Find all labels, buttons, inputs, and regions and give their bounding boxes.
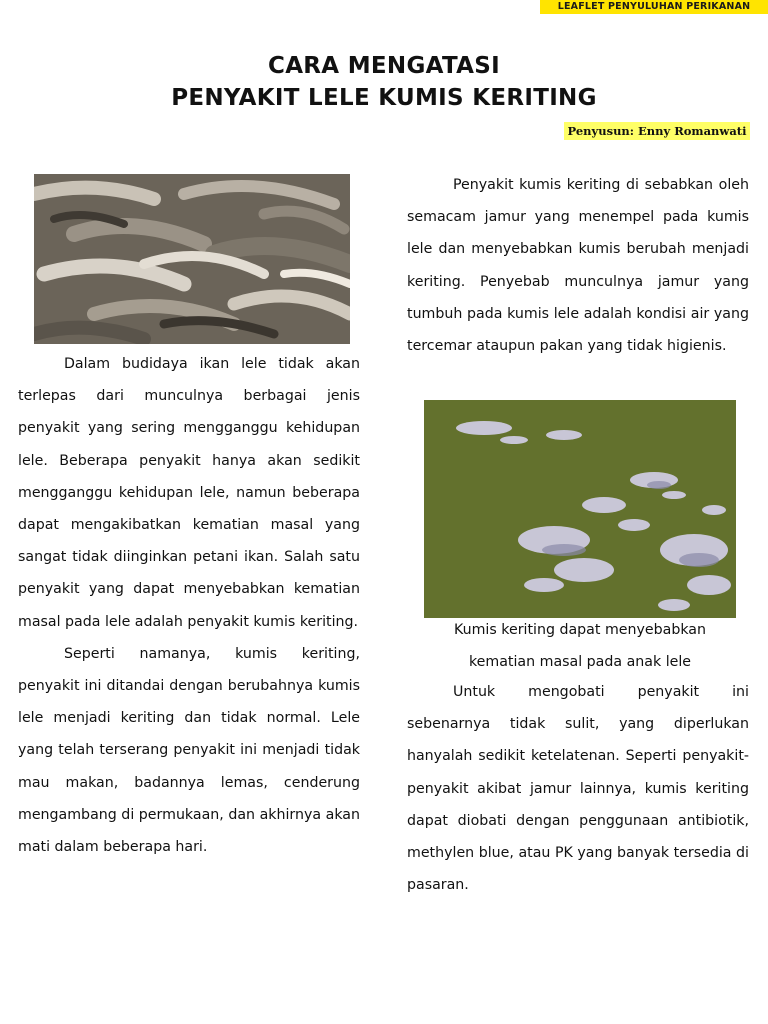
leaflet-tag: LEAFLET PENYULUHAN PERIKANAN xyxy=(540,0,768,14)
treatment-paragraph: Untuk mengobati penyakit ini sebenarnya tidak sulit, yang diperlukan hanyalah sedikit ketelatenan. Seperti penyakit-penyakit akibat jamur lainnya, kumis keriting dapat diobati dengan penggunaan antibiotik, methylen blue, atau PK yang banyak tersedia di pasaran. xyxy=(407,684,749,894)
author-credit: Penyusun: Enny Romanwati xyxy=(564,122,750,140)
title-line-2: PENYAKIT LELE KUMIS KERITING xyxy=(171,85,597,111)
pond-photo-caption xyxy=(400,614,760,678)
page-title xyxy=(0,50,768,114)
caption-line-1: Kumis keriting dapat menyebabkan xyxy=(454,622,706,638)
cause-paragraph: Penyakit kumis keriting di sebabkan oleh semacam jamur yang menempel pada kumis lele dan menyebabkan kumis berubah menjadi keriting. Penyebab munculnya jamur yang tumbuh pada kumis lele adalah kondisi air yang tercemar ataupun pakan yang tidak higienis. xyxy=(407,177,749,355)
intro-paragraph: Dalam budidaya ikan lele tidak akan terlepas dari munculnya berbagai jenis penyakit yang sering mengganggu kehidupan lele. Beberapa penyakit hanya akan sedikit mengganggu kehidupan lele, namun beberapa dapat mengakibatkan kematian masal yang sangat tidak diinginkan petani ikan. Salah satu penyakit yang dapat menyebabkan kematian masal pada lele adalah penyakit kumis keriting. xyxy=(18,356,360,630)
caption-line-2: kematian masal pada anak lele xyxy=(468,654,692,670)
catfish-pile-photo xyxy=(34,174,350,344)
title-line-1: CARA MENGATASI xyxy=(268,53,500,79)
cause-column-text xyxy=(407,169,749,362)
pond-catfish-photo xyxy=(424,400,736,618)
left-column-text xyxy=(18,348,360,863)
treatment-column-text xyxy=(407,676,749,901)
symptoms-paragraph: Seperti namanya, kumis keriting, penyakit ini ditandai dengan berubahnya kumis lele menjadi keriting dan tidak normal. Lele yang telah terserang penyakit ini menjadi tidak mau makan, badannya lemas, cenderung mengambang di permukaan, dan akhirnya akan mati dalam beberapa hari. xyxy=(18,645,360,856)
